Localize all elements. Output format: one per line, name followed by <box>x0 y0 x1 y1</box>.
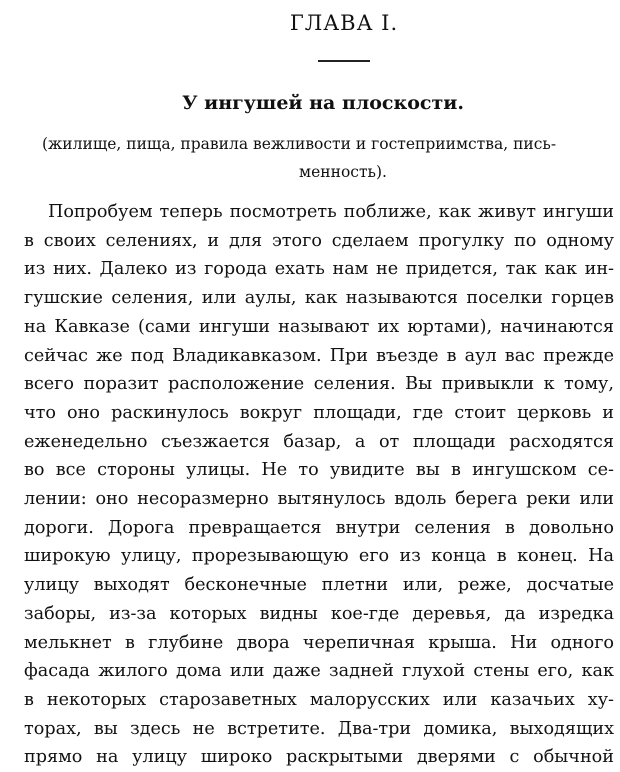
text-line: на Кавказе (сами ингуши называют их юртами), начинаются <box>24 316 614 337</box>
paragraph <box>24 198 614 772</box>
text-line: улицу выходят бесконечные плетни или, реже, досчатые <box>24 575 614 596</box>
text-line: заборы, из-за которых видны кое-где деревья, да изредка <box>24 603 614 624</box>
text-line: лении: оно несоразмерно вытянулось вдоль берега реки или <box>24 489 614 510</box>
text-line: во все стороны улицы. Не то увидите вы в ингушском се- <box>24 460 614 481</box>
text-line: Попробуем теперь посмотреть поближе, как живут ингуши <box>48 202 614 222</box>
text-line: дороги. Дорога превращается внутри селения в довольно <box>24 517 614 538</box>
text-line: что оно раскинулось вокруг площади, где стоит церковь и <box>24 402 614 423</box>
text-line: всего поразит расположение селения. Вы привыкли к тому, <box>24 374 614 395</box>
subtitle-line: менность). <box>299 163 387 181</box>
text-line: широкую улицу, прорезывающую его из конца в конец. На <box>24 546 614 567</box>
text-line: гушские селения, или аулы, как называются поселки горцев <box>24 288 614 309</box>
text-line: в своих селениях, и для этого сделаем прогулку по одному <box>24 230 614 251</box>
text-line: мелькнет в глубине двора черепичная крыша. Ни одного <box>24 632 614 653</box>
chapter-heading: ГЛАВА I. <box>289 11 399 35</box>
heading-divider <box>318 60 370 62</box>
text-line: из них. Далеко из города ехать нам не придется, так как ин- <box>24 259 614 280</box>
text-line: еженедельно съезжается базар, а от площади расходятся <box>24 431 614 452</box>
subtitle-line: (жилище, пища, правила вежливости и гостеприимства, пись- <box>42 135 557 153</box>
text-line: прямо на улицу широко раскрытыми дверями с обычной <box>24 747 614 768</box>
section-subtitle <box>24 130 614 186</box>
text-line: торах, вы здесь не встретите. Два-три домика, выходящих <box>24 718 614 739</box>
section-title: У ингушей на плоскости. <box>182 92 464 114</box>
text-line: в некоторых старозаветных малорусских или казачьих ху- <box>24 689 614 710</box>
text-line: фасада жилого дома или даже задней глухой стены его, как <box>24 661 614 682</box>
text-line: сейчас же под Владикавказом. При въезде в аул вас прежде <box>24 345 614 366</box>
